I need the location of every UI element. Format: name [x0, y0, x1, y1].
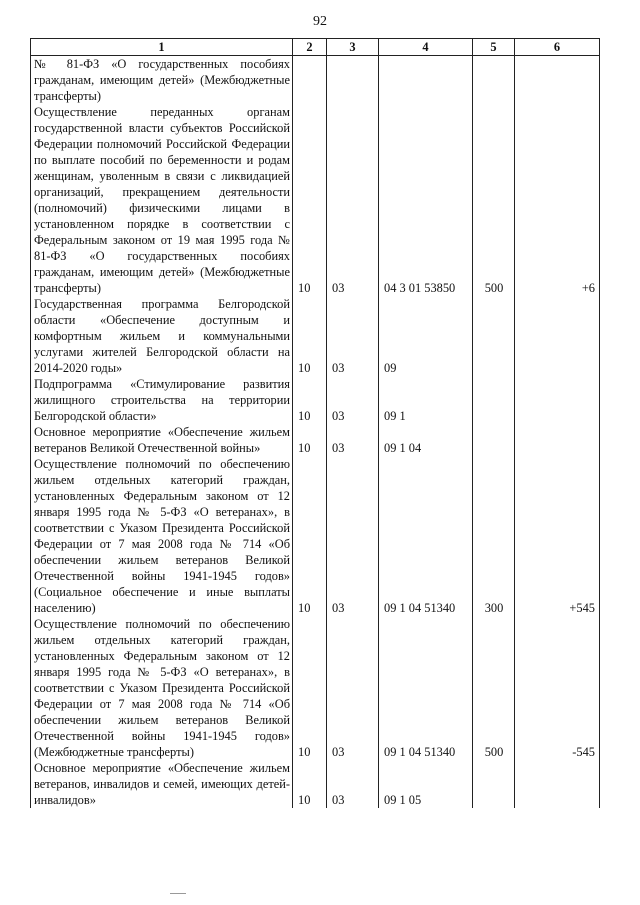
- expense-type-code: 500: [473, 104, 515, 296]
- target-article-code: 09 1 05: [379, 760, 473, 808]
- row-description: Подпрограмма «Стимулирование развития жилищного строительства на территории Белгородской области»: [31, 376, 293, 424]
- expense-type-code: [473, 296, 515, 376]
- target-article-code: 09 1: [379, 376, 473, 424]
- page-number: 92: [313, 14, 327, 29]
- column-header-6: 6: [515, 39, 600, 56]
- subsection-code: [327, 56, 379, 105]
- amount-change: [515, 424, 600, 456]
- column-header-1: 1: [31, 39, 293, 56]
- section-code: 10: [293, 760, 327, 808]
- table-row: [31, 616, 600, 760]
- amount-change: [515, 296, 600, 376]
- table-row: [31, 376, 600, 424]
- column-header-3: 3: [327, 39, 379, 56]
- scan-artifact-line: [170, 893, 186, 894]
- subsection-code: 03: [327, 424, 379, 456]
- table-row: [31, 56, 600, 105]
- section-code: [293, 56, 327, 105]
- expense-type-code: 500: [473, 616, 515, 760]
- subsection-code: 03: [327, 376, 379, 424]
- subsection-code: 03: [327, 104, 379, 296]
- amount-change: [515, 56, 600, 105]
- subsection-code: 03: [327, 456, 379, 616]
- column-header-5: 5: [473, 39, 515, 56]
- section-code: 10: [293, 104, 327, 296]
- section-code: 10: [293, 424, 327, 456]
- row-description: Основное мероприятие «Обеспечение жильем ветеранов, инвалидов и семей, имеющих детей-инвалидов»: [31, 760, 293, 808]
- row-description: Государственная программа Белгородской области «Обеспечение доступным и комфортным жильем и коммунальными услугами жителей Белгородской области на 2014-2020 годы»: [31, 296, 293, 376]
- table-row: [31, 296, 600, 376]
- section-code: 10: [293, 616, 327, 760]
- target-article-code: 04 3 01 53850: [379, 104, 473, 296]
- subsection-code: 03: [327, 760, 379, 808]
- table-row: [31, 760, 600, 808]
- column-header-2: 2: [293, 39, 327, 56]
- target-article-code: 09 1 04 51340: [379, 616, 473, 760]
- table-header-row: [31, 39, 600, 56]
- section-code: 10: [293, 296, 327, 376]
- expense-type-code: [473, 56, 515, 105]
- target-article-code: 09: [379, 296, 473, 376]
- row-description: Осуществление полномочий по обеспечению жильем отдельных категорий граждан, установленных Федеральным законом от 12 января 1995 года № 5-ФЗ «О ветеранах», в соответствии с Указом Президента Российской Федерации от 7 мая 2008 года № 714 «Об обеспечении жильем ветеранов Великой Отечественной войны 1941-1945 годов» (Социальное обеспечение и иные выплаты населению): [31, 456, 293, 616]
- subsection-code: 03: [327, 616, 379, 760]
- row-description: Осуществление переданных органам государственной власти субъектов Российской Федерации полномочий Российской Федерации по выплате пособий по беременности и родам женщинам, уволенным в связи с ликвидацией организаций, прекращением деятельности (полномочий) физическими лицами в установленном порядке в соответствии с Федеральным законом от 19 мая 1995 года № 81-ФЗ «О государственных пособиях гражданам, имеющим детей» (Межбюджетные трансферты): [31, 104, 293, 296]
- amount-change: [515, 760, 600, 808]
- row-description: Осуществление полномочий по обеспечению жильем отдельных категорий граждан, установленных Федеральным законом от 12 января 1995 года № 5-ФЗ «О ветеранах», в соответствии с Указом Президента Российской Федерации от 7 мая 2008 года № 714 «Об обеспечении жильем ветеранов Великой Отечественной войны 1941-1945 годов» (Межбюджетные трансферты): [31, 616, 293, 760]
- expense-type-code: [473, 760, 515, 808]
- column-header-4: 4: [379, 39, 473, 56]
- expense-type-code: [473, 424, 515, 456]
- amount-change: [515, 376, 600, 424]
- target-article-code: 09 1 04 51340: [379, 456, 473, 616]
- section-code: 10: [293, 376, 327, 424]
- table-row: [31, 104, 600, 296]
- target-article-code: [379, 56, 473, 105]
- section-code: 10: [293, 456, 327, 616]
- amount-change: +6: [515, 104, 600, 296]
- table-row: [31, 424, 600, 456]
- target-article-code: 09 1 04: [379, 424, 473, 456]
- row-description: № 81-ФЗ «О государственных пособиях гражданам, имеющим детей» (Межбюджетные трансферты): [31, 56, 293, 105]
- amount-change: +545: [515, 456, 600, 616]
- budget-table: [30, 38, 600, 808]
- row-description: Основное мероприятие «Обеспечение жильем ветеранов Великой Отечественной войны»: [31, 424, 293, 456]
- expense-type-code: [473, 376, 515, 424]
- table-row: [31, 456, 600, 616]
- expense-type-code: 300: [473, 456, 515, 616]
- amount-change: -545: [515, 616, 600, 760]
- subsection-code: 03: [327, 296, 379, 376]
